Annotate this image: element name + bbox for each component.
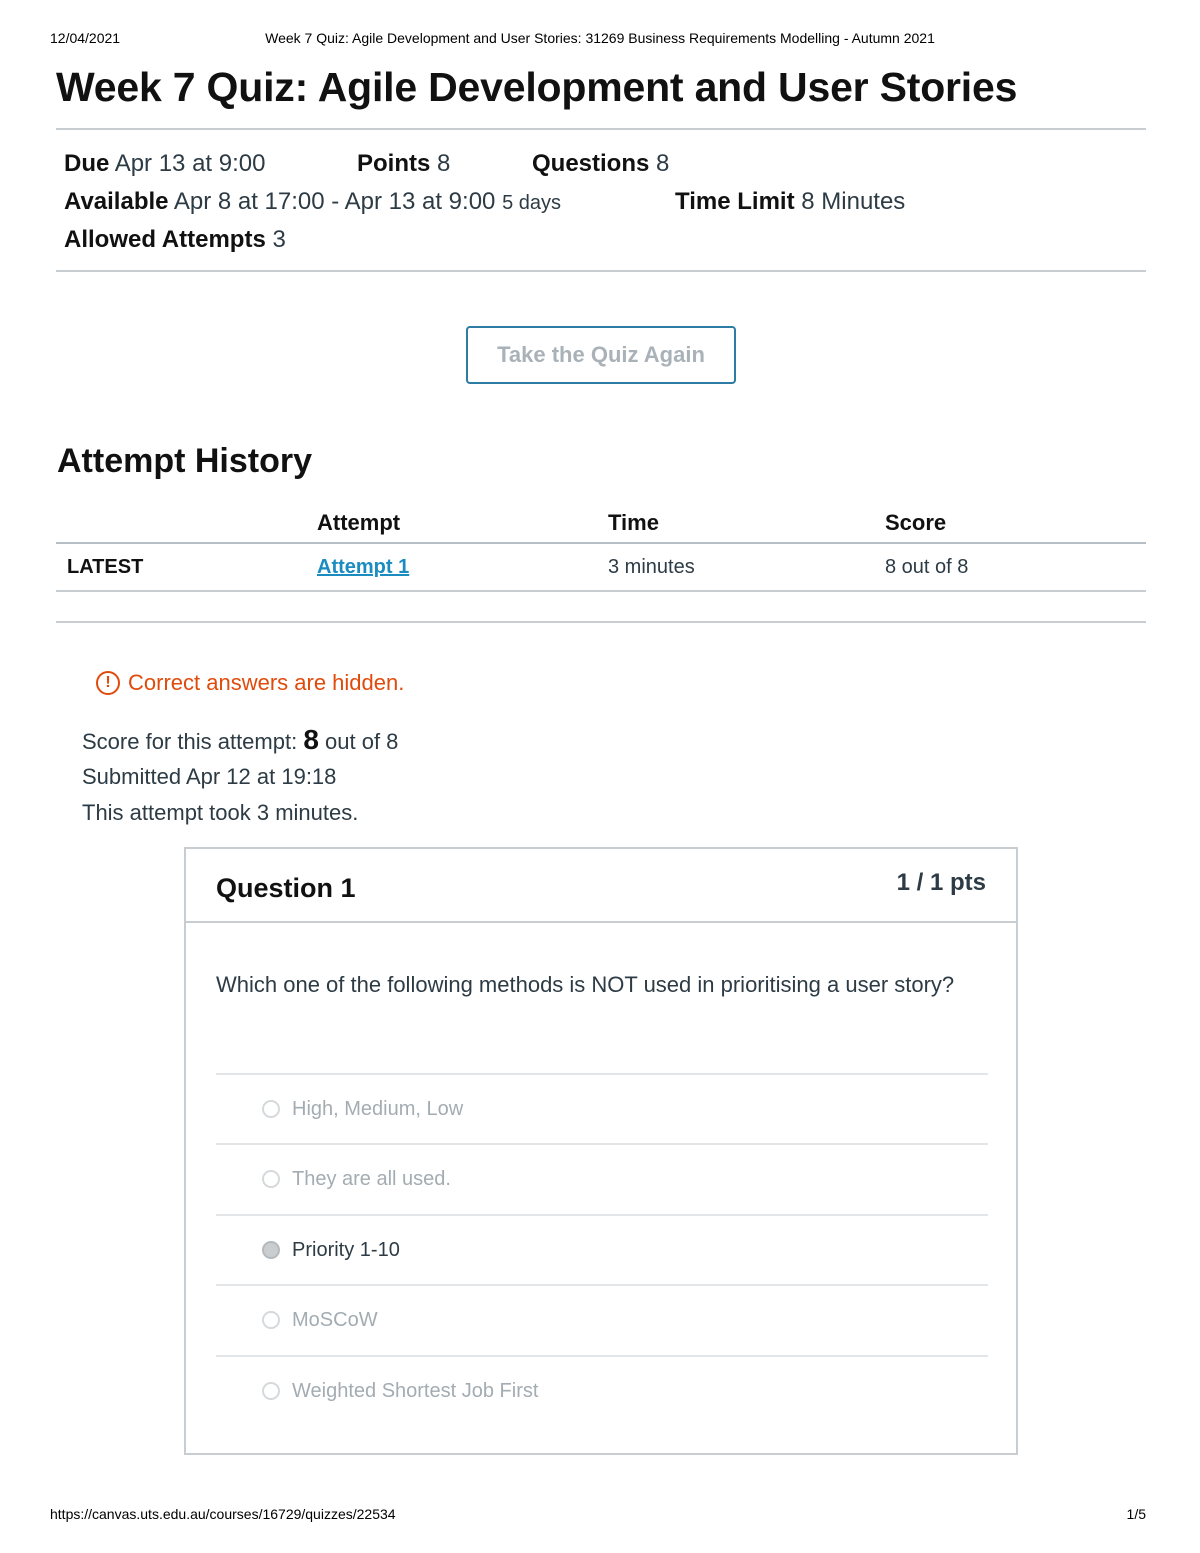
radio-button[interactable] — [262, 1382, 280, 1400]
answer-option[interactable] — [216, 1073, 988, 1143]
attempt-score: 8 out of 8 — [885, 556, 969, 578]
exclamation-circle-icon: ! — [96, 671, 120, 695]
question-card — [184, 847, 1018, 1455]
answer-option[interactable] — [216, 1284, 988, 1354]
quiz-due: Due Apr 13 at 9:00 — [64, 150, 266, 177]
answer-option-selected[interactable] — [216, 1214, 988, 1284]
attempt-link[interactable]: Attempt 1 — [317, 556, 410, 578]
attempt-score-value: 8 — [303, 724, 319, 755]
quiz-questions: Questions 8 — [532, 150, 670, 177]
question-points: 1 / 1 pts — [896, 869, 986, 896]
quiz-available: Available Apr 8 at 17:00 - Apr 13 at 9:00 5 days — [64, 188, 562, 215]
attempt-duration-line: This attempt took 3 minutes. — [82, 800, 359, 825]
answer-option[interactable] — [216, 1355, 988, 1425]
answer-label: Weighted Shortest Job First — [292, 1379, 539, 1402]
attempt-history-title: Attempt History — [57, 442, 313, 480]
question-title: Question 1 — [216, 873, 356, 903]
divider — [56, 621, 1146, 623]
radio-button[interactable] — [262, 1311, 280, 1329]
answer-label: Priority 1-10 — [292, 1238, 400, 1261]
radio-button[interactable] — [262, 1100, 280, 1118]
print-doc-title: Week 7 Quiz: Agile Development and User Stories: 31269 Business Requirements Modelling - Autumn 2021 — [265, 30, 935, 46]
table-row-divider — [56, 590, 1146, 592]
quiz-allowed-attempts: Allowed Attempts 3 — [64, 226, 286, 253]
divider — [56, 128, 1146, 130]
radio-button[interactable] — [262, 1170, 280, 1188]
radio-button-selected[interactable] — [262, 1241, 280, 1259]
column-header-score: Score — [885, 510, 947, 535]
column-header-attempt: Attempt — [317, 510, 401, 535]
notice-text: Correct answers are hidden. — [128, 670, 405, 695]
quiz-points: Points 8 — [357, 150, 451, 177]
column-header-time: Time — [608, 510, 659, 535]
answer-label: They are all used. — [292, 1167, 451, 1190]
submitted-line: Submitted Apr 12 at 19:18 — [82, 764, 337, 789]
attempt-score-line: Score for this attempt: 8 out of 8 — [82, 724, 399, 755]
table-header-divider — [56, 542, 1146, 544]
attempt-time: 3 minutes — [608, 556, 695, 578]
print-date: 12/04/2021 — [50, 30, 121, 46]
page-title: Week 7 Quiz: Agile Development and User Stories — [56, 64, 1018, 110]
print-url: https://canvas.uts.edu.au/courses/16729/quizzes/22534 — [50, 1506, 396, 1522]
latest-tag: LATEST — [67, 556, 144, 578]
divider — [56, 270, 1146, 272]
answer-option[interactable] — [216, 1143, 988, 1213]
take-quiz-again-button[interactable]: Take the Quiz Again — [466, 326, 736, 384]
print-page-number: 1/5 — [1126, 1506, 1146, 1522]
question-header — [186, 849, 1016, 923]
answer-label: High, Medium, Low — [292, 1097, 464, 1120]
quiz-time-limit: Time Limit 8 Minutes — [675, 188, 906, 215]
question-text: Which one of the following methods is NOT used in prioritising a user story? — [216, 972, 955, 997]
correct-answers-hidden-notice — [96, 670, 404, 696]
answer-label: MoSCoW — [292, 1308, 378, 1331]
